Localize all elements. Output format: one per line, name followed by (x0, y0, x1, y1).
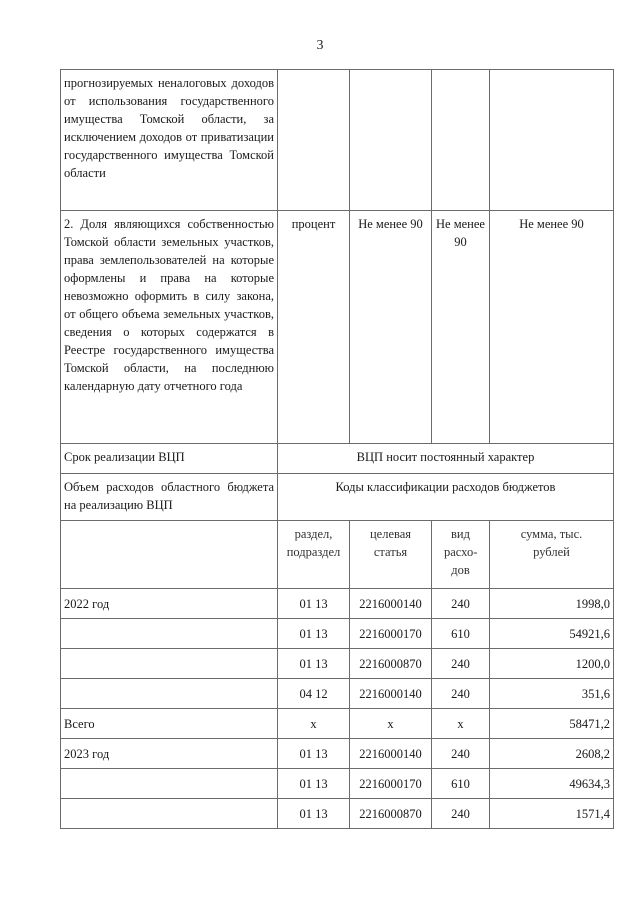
empty-cell (432, 70, 490, 211)
row-section: 01 13 (278, 619, 350, 649)
indicator-continued-row (61, 70, 614, 211)
table-row (61, 619, 614, 649)
row-type: х (432, 709, 490, 739)
period-row (61, 444, 614, 474)
row-target: 2216000870 (350, 799, 432, 829)
period-value: ВЦП носит постоянный характер (278, 444, 614, 474)
indicator-continued-text: прогнозируемых неналоговых доходов от использования государственного имущества Томской области, за исключением доходов от приватизации государственного имущества Томской области (61, 70, 278, 211)
row-target: 2216000140 (350, 679, 432, 709)
row-label: 2022 год (61, 589, 278, 619)
row-label (61, 619, 278, 649)
expenses-header-row (61, 474, 614, 521)
expenses-label: Объем расходов областного бюджета на реализацию ВЦП (61, 474, 278, 521)
vcp-passport-table (60, 69, 614, 829)
row-target: 2216000870 (350, 649, 432, 679)
row-target: 2216000170 (350, 619, 432, 649)
table-row (61, 799, 614, 829)
row-amount: 1998,0 (490, 589, 614, 619)
row-amount: 2608,2 (490, 739, 614, 769)
row-amount: 1571,4 (490, 799, 614, 829)
row-label (61, 769, 278, 799)
row-target: 2216000140 (350, 589, 432, 619)
row-section: 01 13 (278, 769, 350, 799)
table-row (61, 739, 614, 769)
empty-cell (350, 70, 432, 211)
row-section: 01 13 (278, 649, 350, 679)
period-label: Срок реализации ВЦП (61, 444, 278, 474)
row-section: 01 13 (278, 799, 350, 829)
indicator-2-value-2: Не менее 90 (432, 211, 490, 444)
codes-header: Коды классификации расходов бюджетов (278, 474, 614, 521)
row-label (61, 799, 278, 829)
row-label: 2023 год (61, 739, 278, 769)
row-type: 240 (432, 679, 490, 709)
row-type: 240 (432, 739, 490, 769)
empty-cell (490, 70, 614, 211)
row-amount: 351,6 (490, 679, 614, 709)
row-target: 2216000140 (350, 739, 432, 769)
row-type: 610 (432, 619, 490, 649)
row-section: 04 12 (278, 679, 350, 709)
indicator-2-unit: процент (278, 211, 350, 444)
indicator-2-value-1: Не менее 90 (350, 211, 432, 444)
col-header-type: вид расхо-дов (432, 521, 490, 589)
table-row (61, 649, 614, 679)
row-target: 2216000170 (350, 769, 432, 799)
row-target: х (350, 709, 432, 739)
row-label (61, 649, 278, 679)
empty-cell (278, 70, 350, 211)
row-type: 610 (432, 769, 490, 799)
table-row (61, 589, 614, 619)
table-row (61, 679, 614, 709)
indicator-2-value-3: Не менее 90 (490, 211, 614, 444)
col-header-target: целевая статья (350, 521, 432, 589)
indicator-2-row (61, 211, 614, 444)
row-label (61, 679, 278, 709)
page-number: 3 (316, 38, 324, 53)
row-amount: 1200,0 (490, 649, 614, 679)
row-type: 240 (432, 589, 490, 619)
row-section: 01 13 (278, 739, 350, 769)
row-type: 240 (432, 799, 490, 829)
row-amount: 49634,3 (490, 769, 614, 799)
col-header-amount: сумма, тыс. рублей (490, 521, 614, 589)
row-amount: 58471,2 (490, 709, 614, 739)
table-row-total (61, 709, 614, 739)
table-row (61, 769, 614, 799)
row-type: 240 (432, 649, 490, 679)
empty-cell (61, 521, 278, 589)
col-header-section: раздел, подраздел (278, 521, 350, 589)
row-section: 01 13 (278, 589, 350, 619)
indicator-2-text: 2. Доля являющихся собственностью Томской области земельных участков, права землепользователей на которые оформлены и права на которые невозможно оформить в силу закона, от общего объема земельных участков, сведения о которых содержатся в Реестре государственного имущества Томской области, на последнюю календарную дату отчетного года (61, 211, 278, 444)
row-label: Всего (61, 709, 278, 739)
column-headers-row (61, 521, 614, 589)
row-amount: 54921,6 (490, 619, 614, 649)
row-section: х (278, 709, 350, 739)
